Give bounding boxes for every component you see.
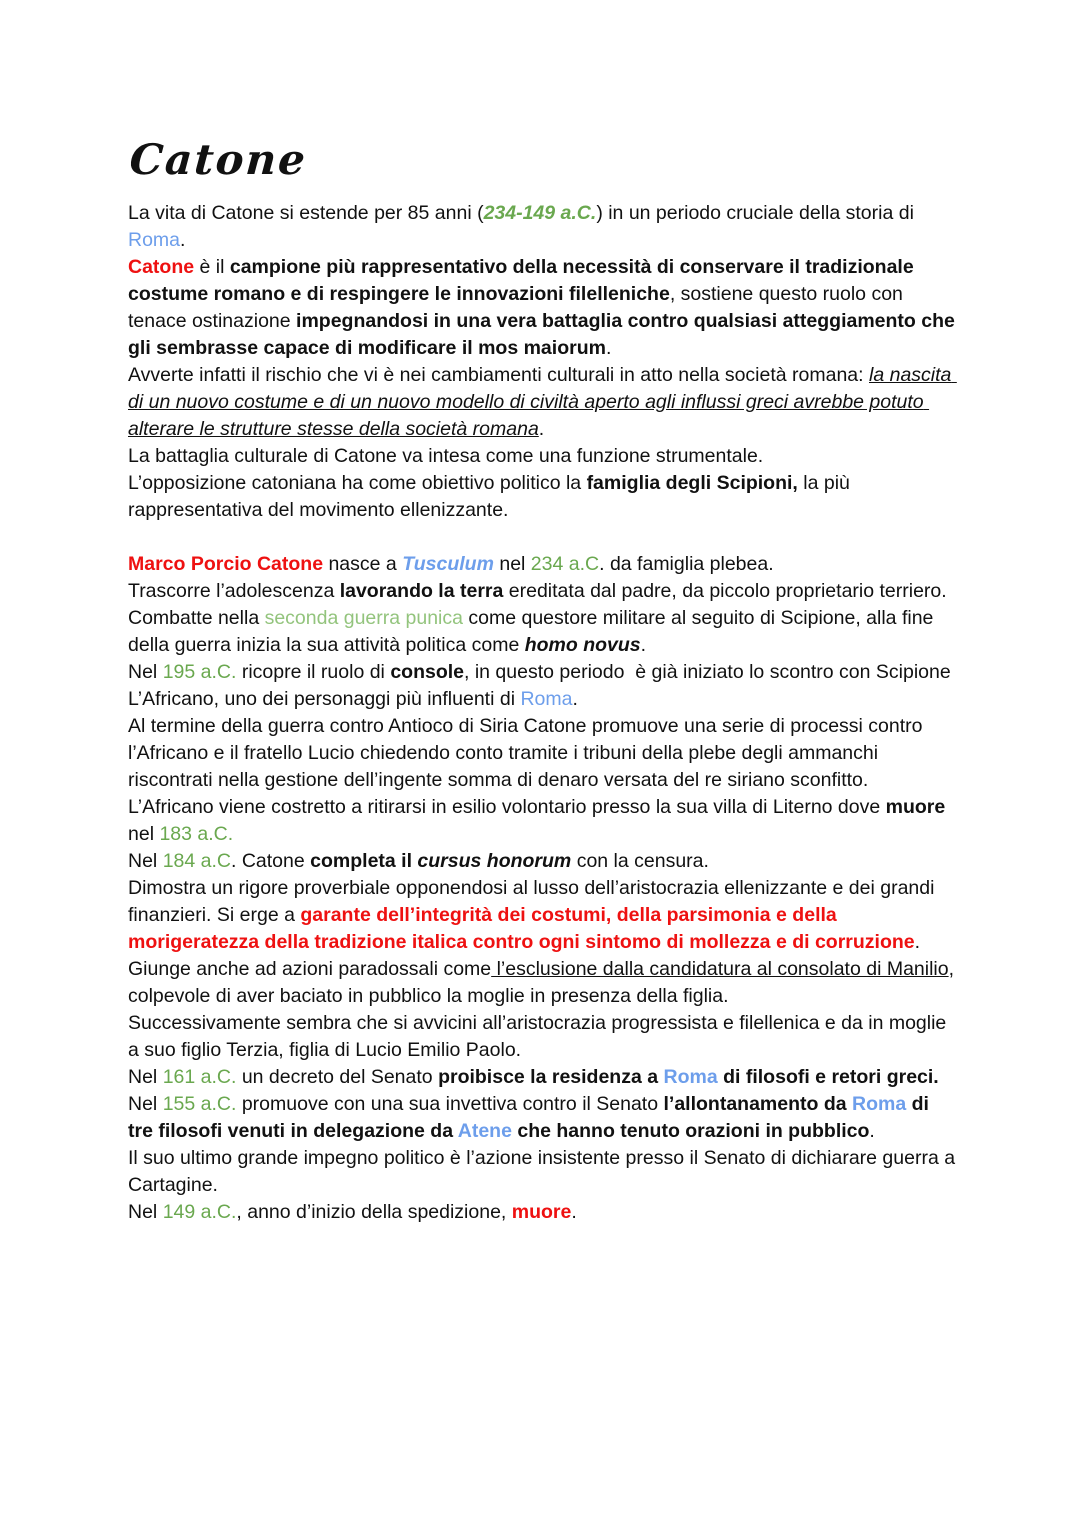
text-run: con la censura.: [571, 850, 709, 873]
text-run: di filosofi e retori greci.: [717, 1066, 939, 1089]
document-body: [128, 200, 961, 1226]
text-run: nel: [493, 553, 531, 576]
text-run: nel: [128, 796, 951, 846]
text-run: la più rappresentativa del movimento ellenizzante.: [128, 472, 856, 522]
text-run: Successivamente sembra che si avvicini all’aristocrazia progressista e filellenica e da in moglie a suo figlio Terzia, figlia di Lucio Emilio Paolo.: [128, 1012, 952, 1062]
text-run: .: [538, 418, 545, 441]
paragraph: [128, 1064, 956, 1091]
text-run: muore: [511, 1201, 572, 1224]
text-run: , sostiene questo ruolo con tenace ostinazione: [128, 283, 909, 333]
text-run: .: [571, 1201, 577, 1224]
text-run: Giunge anche ad azioni paradossali come: [128, 958, 492, 981]
text-run: ) in un periodo cruciale della storia di: [596, 202, 920, 225]
text-run: Il suo ultimo grande impegno politico è l’azione insistente presso il Senato di dichiarare guerra a Cartagine.: [128, 1147, 961, 1197]
text-run: cursus honorum: [417, 850, 572, 873]
paragraph: [128, 605, 956, 659]
text-run: 184 a.C: [162, 850, 231, 873]
text-run: completa il: [310, 850, 418, 873]
paragraph: [128, 1091, 956, 1145]
text-run: muore: [885, 796, 946, 819]
text-run: Dimostra un rigore proverbiale opponendosi al lusso dell’aristocrazia ellenizzante e dei grandi finanzieri. Si erge a: [128, 877, 940, 927]
text-run: console: [390, 661, 464, 684]
text-run: La battaglia culturale di Catone va intesa come una funzione strumentale.: [128, 445, 764, 468]
text-run: l’esclusione dalla candidatura al consolato di Manilio: [491, 958, 949, 981]
paragraph: [128, 848, 956, 875]
text-run: .: [180, 229, 186, 252]
paragraph: [128, 443, 956, 470]
paragraph: [128, 956, 960, 1010]
text-run: Roma: [520, 688, 573, 711]
text-run: Marco Porcio Catone: [128, 553, 324, 576]
text-run: L’Africano viene costretto a ritirarsi in esilio volontario presso la sua villa di Literno dove: [128, 796, 886, 819]
text-run: homo novus: [524, 634, 641, 657]
text-run: Roma: [663, 1066, 718, 1089]
paragraph: [128, 362, 956, 443]
text-run: Roma: [852, 1093, 907, 1116]
text-run: . Catone: [231, 850, 311, 873]
document-title: Catone: [128, 135, 309, 184]
paragraph-spacer: [128, 524, 956, 551]
text-run: nasce a: [323, 553, 403, 576]
text-run: 161 a.C.: [162, 1066, 237, 1089]
text-run: Trascorre l’adolescenza: [128, 580, 340, 603]
paragraph: [128, 875, 956, 956]
paragraph: [128, 794, 956, 848]
paragraph: [128, 578, 956, 605]
text-run: Nel: [128, 1066, 163, 1089]
text-run: la nascita di un nuovo costume e di un nuovo modello di civiltà aperto agli influssi greci avrebbe potuto alterare le strutture stesse della società romana: [128, 364, 957, 441]
text-run: Nel: [128, 1093, 163, 1116]
text-run: .: [640, 634, 647, 657]
text-run: garante dell’integrità dei costumi, della parsimonia e della morigeratezza della tradizione italica contro ogni sintomo di mollezza e di corruzione: [128, 904, 915, 954]
text-run: lavorando la terra: [339, 580, 504, 603]
text-run: .: [914, 931, 921, 954]
text-run: Roma: [128, 229, 181, 252]
text-run: Combatte nella: [128, 607, 265, 630]
text-run: Nel: [128, 850, 163, 873]
text-run: 234-149 a.C.: [483, 202, 597, 225]
text-run: , in questo periodo è già iniziato lo scontro con Scipione L’Africano, uno dei personaggi più influenti di: [128, 661, 957, 711]
text-run: proibisce la residenza a: [438, 1066, 664, 1089]
text-run: Catone: [128, 256, 195, 279]
text-run: Avverte infatti il rischio che vi è nei cambiamenti culturali in atto nella società romana:: [128, 364, 869, 387]
text-run: La vita di Catone si estende per 85 anni (: [128, 202, 484, 225]
paragraph: [128, 659, 956, 713]
paragraph: [128, 551, 956, 578]
paragraph: [128, 713, 956, 794]
text-run: un decreto del Senato: [236, 1066, 439, 1089]
text-run: .: [869, 1120, 875, 1143]
text-run: L’opposizione catoniana ha come obiettivo politico la: [128, 472, 587, 495]
text-run: campione più rappresentativo della necessità di conservare il tradizionale costume romano e di respingere le innovazioni filelleniche: [128, 256, 920, 306]
text-run: Nel: [128, 1201, 163, 1224]
text-run: ereditata dal padre, da piccolo proprietario terriero.: [503, 580, 947, 603]
text-run: .: [572, 688, 578, 711]
text-run: promuove con una sua invettiva contro il Senato: [236, 1093, 664, 1116]
text-run: è il: [194, 256, 230, 279]
text-run: 155 a.C.: [162, 1093, 237, 1116]
text-run: .: [605, 337, 612, 360]
paragraph: [128, 470, 956, 524]
text-run: che hanno tenuto orazioni in pubblico: [511, 1120, 870, 1143]
paragraph: [128, 1199, 956, 1226]
text-run: , anno d’inizio della spedizione,: [236, 1201, 512, 1224]
text-run: ricopre il ruolo di: [236, 661, 391, 684]
text-run: Al termine della guerra contro Antioco di Siria Catone promuove una serie di processi contro l’Africano e il fratello Lucio chiedendo conto tramite i tribuni della plebe degli ammanchi riscontrati nella gestione dell’ingente somma di denaro versata del re siriano sconfitto.: [128, 715, 928, 792]
text-run: , colpevole di aver baciato in pubblico la moglie in presenza della figlia.: [128, 958, 960, 1008]
text-run: di tre filosofi venuti in delegazione da: [128, 1093, 935, 1143]
text-run: 149 a.C.: [162, 1201, 237, 1224]
text-run: seconda guerra punica: [264, 607, 463, 630]
text-run: impegnandosi in una vera battaglia contro qualsiasi atteggiamento che gli sembrasse capace di modificare il mos maiorum: [128, 310, 961, 360]
paragraph: [128, 1010, 956, 1064]
text-run: 234 a.C: [530, 553, 600, 576]
text-run: l’allontanamento da: [663, 1093, 853, 1116]
paragraph: [128, 254, 961, 362]
text-run: Atene: [457, 1120, 512, 1143]
text-run: Nel: [128, 661, 163, 684]
paragraph: [128, 200, 956, 254]
paragraph: [128, 1145, 961, 1199]
text-run: 183 a.C.: [159, 823, 234, 846]
text-run: 195 a.C.: [162, 661, 237, 684]
text-run: famiglia degli Scipioni,: [586, 472, 798, 495]
text-run: Tusculum: [402, 553, 494, 576]
text-run: . da famiglia plebea.: [599, 553, 774, 576]
text-run: come questore militare al seguito di Scipione, alla fine della guerra inizia la sua attività politica come: [128, 607, 939, 657]
